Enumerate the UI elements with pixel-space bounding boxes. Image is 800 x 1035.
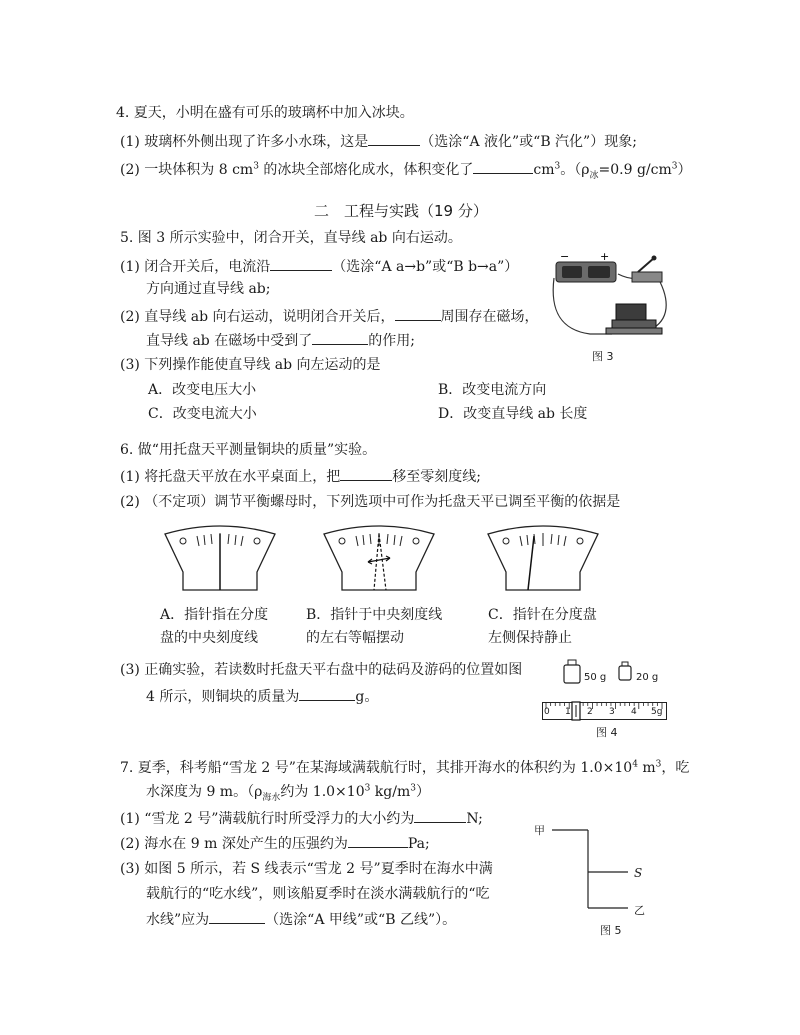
weight-20-label: 20 g bbox=[636, 672, 659, 683]
q6-part3-line1: (3) 正确实验，若读数时托盘天平右盘中的砝码及游码的位置如图 bbox=[120, 662, 523, 678]
q7-part2-unit: Pa; bbox=[407, 836, 430, 852]
q7-stem-text: 7. 夏季，科考船“雪龙 2 号”在某海域满载航行时，其排开海水的体积约为 1.0×10 bbox=[120, 760, 633, 776]
q4-part2-text: (2) 一块体积为 8 cm bbox=[120, 162, 254, 178]
scale-label-1: 1 bbox=[565, 707, 571, 717]
label-yi: 乙 bbox=[634, 904, 645, 917]
q6-part3-text: 4 所示，则铜块的质量为 bbox=[146, 689, 300, 705]
q7-part2 bbox=[120, 833, 430, 854]
scale-label-2: 2 bbox=[587, 707, 593, 717]
q4-part2 bbox=[120, 159, 692, 180]
magnet-top bbox=[616, 304, 646, 322]
figure-4-weights bbox=[560, 658, 690, 686]
q5-option-a[interactable]: A．改变电压大小 bbox=[148, 382, 257, 398]
q7-part2-blank[interactable] bbox=[348, 833, 408, 848]
q6-part2: (2) （不定项）调节平衡螺母时，下列选项中可作为托盘天平已调至平衡的依据是 bbox=[120, 494, 621, 510]
battery-minus: − bbox=[560, 250, 570, 263]
q7-stem2-close: ） bbox=[415, 784, 430, 800]
switch-base bbox=[632, 272, 662, 282]
q5-part2-text2: 周围存在磁场， bbox=[440, 309, 539, 325]
q7-stem-unit: m bbox=[637, 760, 656, 776]
q4-part1-options: （选涂“A 液化”或“B 汽化”）现象; bbox=[420, 134, 637, 150]
battery-cell-1 bbox=[562, 266, 582, 278]
q7-part1 bbox=[120, 808, 483, 829]
battery-plus: + bbox=[600, 250, 610, 263]
q5-part2-cont bbox=[146, 330, 415, 351]
q5-part2-text: (2) 直导线 ab 向右运动，说明闭合开关后， bbox=[120, 309, 395, 325]
rider-scale-labels bbox=[542, 707, 668, 721]
q6-part3-blank[interactable] bbox=[299, 686, 355, 701]
q4-unit: cm bbox=[533, 162, 555, 178]
q4-part2-blank[interactable] bbox=[473, 159, 533, 174]
q4-part1-text: (1) 玻璃杯外侧出现了许多小水珠，这是 bbox=[120, 134, 369, 150]
q5-part1-options: （选涂“A a→b”或“B b→a”） bbox=[332, 259, 519, 275]
weight-50-body bbox=[564, 665, 580, 683]
q6-option-b-line1[interactable]: B．指针于中央刻度线 bbox=[306, 607, 443, 623]
q7-stem2-sup: 3 bbox=[364, 783, 371, 794]
figure-3-caption: 图 3 bbox=[592, 350, 614, 363]
q4-close: ） bbox=[677, 162, 692, 178]
scale-label-4: 4 bbox=[631, 707, 637, 717]
label-jia: 甲 bbox=[534, 824, 545, 837]
dial-c bbox=[488, 524, 598, 594]
q6-option-a-line2: 盘的中央刻度线 bbox=[160, 630, 258, 646]
q7-stem2-text: 水深度为 9 m。（ρ bbox=[146, 784, 263, 800]
q5-part2-blank2[interactable] bbox=[312, 330, 368, 345]
q6-part1-text: (1) 将托盘天平放在水平桌面上，把 bbox=[120, 469, 341, 485]
q7-part3-options: （选涂“A 甲线”或“B 乙线”）。 bbox=[265, 912, 457, 928]
q6-stem: 6. 做“用托盘天平测量铜块的质量”实验。 bbox=[120, 442, 377, 458]
q5-part2 bbox=[120, 306, 539, 327]
q5-part1-cont: 方向通过直导线 ab; bbox=[146, 281, 271, 297]
q5-part1-text: (1) 闭合开关后，电流沿 bbox=[120, 259, 271, 275]
q4-part2-text2: 的冰块全部熔化成水，体积变化了 bbox=[258, 162, 474, 178]
dial-a bbox=[165, 524, 275, 594]
q7-part1-text: (1) “雪龙 2 号”满载航行时所受浮力的大小约为 bbox=[120, 811, 415, 827]
q7-stem2-sup2: 3 bbox=[410, 783, 416, 794]
q6-option-c-line1[interactable]: C．指针在分度盘 bbox=[488, 607, 597, 623]
q5-option-d[interactable]: D．改变直导线 ab 长度 bbox=[438, 406, 588, 422]
figure-4-caption: 图 4 bbox=[596, 726, 618, 739]
q7-part1-blank[interactable] bbox=[414, 808, 466, 823]
figure-5-caption: 图 5 bbox=[600, 924, 622, 937]
q6-part1-text2: 移至零刻度线; bbox=[392, 469, 481, 485]
q6-option-b-line2: 的左右等幅摆动 bbox=[306, 630, 404, 646]
q5-part1 bbox=[120, 256, 518, 277]
scale-label-0: 0 bbox=[544, 707, 550, 717]
q5-part1-blank[interactable] bbox=[270, 256, 332, 271]
q7-part3-line2: 载航行的“吃水线”，则该船夏季时在淡水满载航行的“吃 bbox=[146, 886, 490, 902]
q4-sup: 3 bbox=[253, 161, 259, 172]
q7-part1-unit: N; bbox=[466, 811, 483, 827]
q5-part2-blank1[interactable] bbox=[395, 306, 441, 321]
q6-option-c-line2: 左侧保持静止 bbox=[488, 630, 572, 646]
q7-stem2-unit: kg/m bbox=[370, 784, 411, 800]
q7-stem2-value: 约为 1.0×10 bbox=[280, 784, 365, 800]
weight-20-body bbox=[619, 666, 631, 680]
q7-stem-sup2: 3 bbox=[655, 759, 662, 770]
q7-part3-text: 水线”应为 bbox=[146, 912, 210, 928]
scale-label-3: 3 bbox=[609, 707, 615, 717]
q4-density-sup: 3 bbox=[671, 161, 678, 172]
q7-stem-sup1: 4 bbox=[632, 759, 638, 770]
q5-option-c[interactable]: C．改变电流大小 bbox=[148, 406, 257, 422]
q6-part3-unit: g。 bbox=[355, 689, 379, 705]
q5-part3: (3) 下列操作能使直导线 ab 向左运动的是 bbox=[120, 357, 381, 373]
q4-density: =0.9 g/cm bbox=[598, 162, 672, 178]
q5-part2-text3: 直导线 ab 在磁场中受到了 bbox=[146, 333, 313, 349]
figure-3-apparatus bbox=[550, 250, 690, 350]
q4-rho-sub: 冰 bbox=[589, 170, 599, 181]
weight-50-label: 50 g bbox=[584, 672, 607, 683]
q5-option-b[interactable]: B．改变电流方向 bbox=[438, 382, 547, 398]
q7-part3-line3 bbox=[146, 909, 456, 930]
q5-stem: 5. 图 3 所示实验中，闭合开关，直导线 ab 向右运动。 bbox=[120, 230, 462, 246]
q4-stem: 4. 夏天，小明在盛有可乐的玻璃杯中加入冰块。 bbox=[116, 105, 414, 121]
q6-part3-line2 bbox=[146, 686, 378, 707]
label-s: S bbox=[634, 866, 643, 880]
q5-part2-text4: 的作用; bbox=[368, 333, 415, 349]
q7-stem-line2 bbox=[146, 782, 430, 802]
weight-50-knob bbox=[568, 660, 576, 665]
rail bbox=[606, 328, 662, 334]
q4-unit-sup: 3 bbox=[554, 161, 561, 172]
q6-option-a-line1[interactable]: A．指针指在分度 bbox=[160, 607, 269, 623]
q4-part1 bbox=[120, 131, 637, 152]
switch-lever bbox=[638, 258, 654, 272]
q4-part1-blank[interactable] bbox=[368, 131, 420, 146]
q7-stem-line1 bbox=[120, 758, 689, 778]
q7-part3-blank[interactable] bbox=[209, 909, 265, 924]
q6-part1 bbox=[120, 466, 481, 487]
battery-cell-2 bbox=[588, 266, 610, 278]
scale-label-5: 5g bbox=[651, 707, 663, 717]
q7-part2-text: (2) 海水在 9 m 深处产生的压强约为 bbox=[120, 836, 348, 852]
q7-rho-sub: 海水 bbox=[262, 792, 281, 803]
q7-part3-line1: (3) 如图 5 所示，若 S 线表示“雪龙 2 号”夏季时在海水中满 bbox=[120, 861, 493, 877]
wire-left bbox=[553, 278, 612, 334]
section-title: 二 工程与实践（19 分） bbox=[314, 202, 488, 220]
q6-part1-blank[interactable] bbox=[340, 466, 392, 481]
q4-rho: 。（ρ bbox=[560, 162, 590, 178]
dial-b bbox=[324, 524, 434, 594]
q7-stem-tail: ，吃 bbox=[661, 760, 690, 776]
switch-knob bbox=[652, 256, 657, 261]
